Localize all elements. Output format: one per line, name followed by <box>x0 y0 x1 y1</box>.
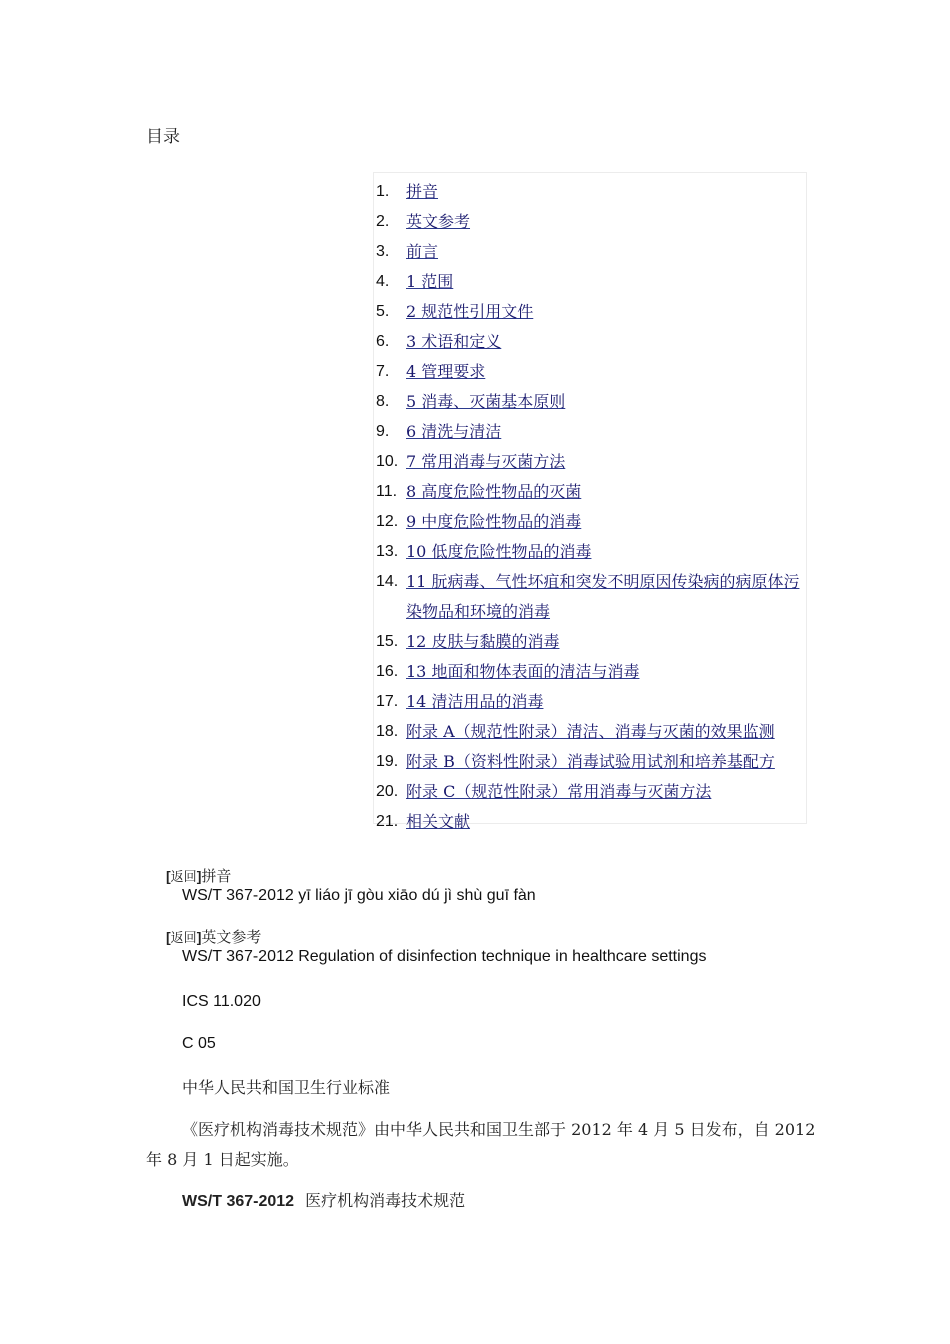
toc-item-link[interactable]: 1 范围 <box>406 272 454 291</box>
toc-item-link[interactable]: 14 清洁用品的消毒 <box>406 692 544 711</box>
toc-item-number: 2. <box>376 213 390 230</box>
toc-item-link[interactable]: 13 地面和物体表面的清洁与消毒 <box>406 662 640 681</box>
toc-item <box>376 567 806 627</box>
toc-item-link[interactable]: 2 规范性引用文件 <box>406 302 534 321</box>
toc-item-number: 8. <box>376 393 390 410</box>
toc-item-number: 9. <box>376 423 390 440</box>
toc-item <box>376 177 806 207</box>
toc-item-link[interactable]: 附录 B（资料性附录）消毒试验用试剂和培养基配方 <box>406 752 775 771</box>
toc-item-number: 20. <box>376 783 399 800</box>
toc-item <box>376 627 806 657</box>
toc-heading: 目录 <box>146 127 180 147</box>
pinyin-title: 拼音 <box>201 867 232 885</box>
standard-title <box>182 1188 465 1211</box>
toc-item <box>376 357 806 387</box>
toc-item-number: 5. <box>376 303 390 320</box>
toc-item-number: 7. <box>376 363 390 380</box>
toc-item <box>376 327 806 357</box>
toc-item <box>376 207 806 237</box>
toc-item <box>376 387 806 417</box>
toc-item <box>376 747 806 777</box>
toc-box <box>373 172 807 831</box>
toc-item-number: 1. <box>376 183 390 200</box>
publish-note-line2: 年 8 月 1 日起实施。 <box>146 1150 299 1169</box>
toc-item-link[interactable]: 10 低度危险性物品的消毒 <box>406 542 592 561</box>
class-code: C 05 <box>182 1035 216 1052</box>
toc-item-link[interactable]: 拼音 <box>406 182 439 201</box>
toc-item <box>376 777 806 807</box>
toc-item <box>376 807 806 837</box>
toc-item-link[interactable]: 9 中度危险性物品的消毒 <box>406 512 582 531</box>
toc-item-number: 14. <box>376 573 399 590</box>
english-title: 英文参考 <box>201 928 262 946</box>
toc-item-link[interactable]: 3 术语和定义 <box>406 332 502 351</box>
toc-item <box>376 267 806 297</box>
toc-item-number: 3. <box>376 243 390 260</box>
toc-item-number: 4. <box>376 273 390 290</box>
toc-item-number: 17. <box>376 693 399 710</box>
toc-item <box>376 687 806 717</box>
back-link[interactable]: [返回] <box>166 868 202 885</box>
english-text: WS/T 367-2012 Regulation of disinfection technique in healthcare settings <box>182 948 707 965</box>
toc-item-number: 6. <box>376 333 390 350</box>
toc-item-number: 12. <box>376 513 399 530</box>
standard-name: 医疗机构消毒技术规范 <box>305 1191 466 1210</box>
back-link[interactable]: [返回] <box>166 929 202 946</box>
toc-item-link[interactable]: 附录 A（规范性附录）清洁、消毒与灭菌的效果监测 <box>406 722 775 741</box>
toc-item-number: 15. <box>376 633 399 650</box>
toc-item <box>376 447 806 477</box>
toc-item-link[interactable]: 相关文献 <box>406 812 471 831</box>
toc-item-number: 10. <box>376 453 399 470</box>
toc-item-link[interactable]: 5 消毒、灭菌基本原则 <box>406 392 566 411</box>
toc-item-link[interactable]: 前言 <box>406 242 439 261</box>
toc-item-link[interactable]: 8 高度危险性物品的灭菌 <box>406 482 582 501</box>
toc-item <box>376 537 806 567</box>
standard-type: 中华人民共和国卫生行业标准 <box>182 1078 391 1097</box>
toc-item-number: 21. <box>376 813 399 830</box>
toc-item-number: 13. <box>376 543 399 560</box>
pinyin-text: WS/T 367-2012 yī liáo jī gòu xiāo dú jì shù guī fàn <box>182 887 536 904</box>
toc-item-number: 18. <box>376 723 399 740</box>
publish-note-line1: 《医疗机构消毒技术规范》由中华人民共和国卫生部于 2012 年 4 月 5 日发布，自 2012 <box>182 1120 816 1139</box>
toc-item <box>376 477 806 507</box>
toc-item <box>376 297 806 327</box>
toc-item <box>376 237 806 267</box>
toc-item-link[interactable]: 12 皮肤与黏膜的消毒 <box>406 632 560 651</box>
toc-item-link[interactable]: 4 管理要求 <box>406 362 486 381</box>
toc-item <box>376 417 806 447</box>
toc-item-number: 11. <box>376 483 398 500</box>
pinyin-heading <box>166 865 231 886</box>
toc-item-link[interactable]: 6 清洗与清洁 <box>406 422 502 441</box>
toc-item-number: 19. <box>376 753 399 770</box>
ics-code: ICS 11.020 <box>182 993 261 1010</box>
toc-list <box>376 177 806 837</box>
standard-code: WS/T 367-2012 <box>182 1193 295 1210</box>
toc-item-number: 16. <box>376 663 399 680</box>
toc-item <box>376 657 806 687</box>
toc-item-link[interactable]: 11 朊病毒、气性坏疽和突发不明原因传染病的病原体污染物品和环境的消毒 <box>406 572 800 621</box>
toc-item-link[interactable]: 英文参考 <box>406 212 471 231</box>
toc-item <box>376 507 806 537</box>
english-heading <box>166 926 261 947</box>
toc-item-link[interactable]: 7 常用消毒与灭菌方法 <box>406 452 566 471</box>
toc-item-link[interactable]: 附录 C（规范性附录）常用消毒与灭菌方法 <box>406 782 712 801</box>
toc-item <box>376 717 806 747</box>
